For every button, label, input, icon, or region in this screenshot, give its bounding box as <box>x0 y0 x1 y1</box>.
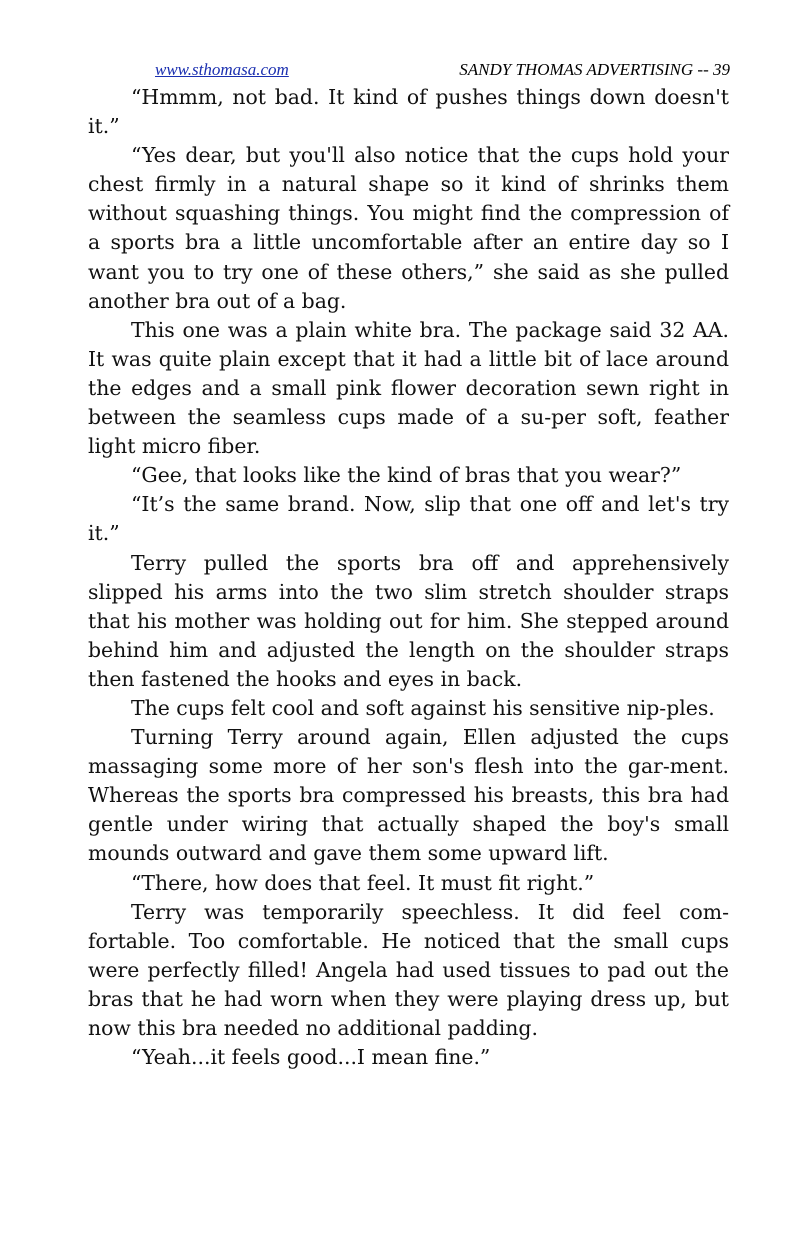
paragraph: “It’s the same brand. Now, slip that one off and let's try it.” <box>88 492 729 546</box>
paragraph: “Yeah...it feels good...I mean fine.” <box>131 1045 491 1070</box>
page-body <box>88 83 729 1072</box>
paragraph: Terry was temporarily speechless. It did feel com-fortable. Too comfortable. He noticed that the small cups were perfectly filled! Angela had used tissues to pad out the bras that he had worn when they were playing dress up, but now this bra needed no additional padding. <box>88 899 729 1040</box>
website-link[interactable]: www.sthomasa.com <box>155 60 289 79</box>
paragraph: “Yes dear, but you'll also notice that the cups hold your chest firmly in a natural shape so it kind of shrinks them without squashing things. You might find the compression of a sports bra a little uncomfortable after an entire day so I want you to try one of these others,” she said as she pulled another bra out of a bag. <box>88 143 729 313</box>
paragraph: Turning Terry around again, Ellen adjusted the cups massaging some more of her son's flesh into the gar-ment. Whereas the sports bra compressed his breasts, this bra had gentle under wiring that actually shaped the boy's small mounds outward and gave them some upward lift. <box>88 725 729 866</box>
running-title: SANDY THOMAS ADVERTISING -- 39 <box>459 60 730 79</box>
paragraph: “Hmmm, not bad. It kind of pushes things down doesn't it.” <box>88 85 729 139</box>
paragraph: This one was a plain white bra. The package said 32 AA. It was quite plain except that it had a little bit of lace around the edges and a small pink flower decoration sewn right in between the seamless cups made of a su-per soft, feather light micro fiber. <box>88 317 729 459</box>
paragraph: “There, how does that feel. It must fit right.” <box>131 870 595 895</box>
page-header <box>155 60 730 82</box>
paragraph: “Gee, that looks like the kind of bras that you wear?” <box>131 463 682 488</box>
paragraph: Terry pulled the sports bra off and apprehensively slipped his arms into the two slim stretch shoulder straps that his mother was holding out for him. She stepped around behind him and adjusted the length on the shoulder straps then fastened the hooks and eyes in back. <box>88 550 729 691</box>
paragraph: The cups felt cool and soft against his sensitive nip-ples. <box>131 695 715 720</box>
